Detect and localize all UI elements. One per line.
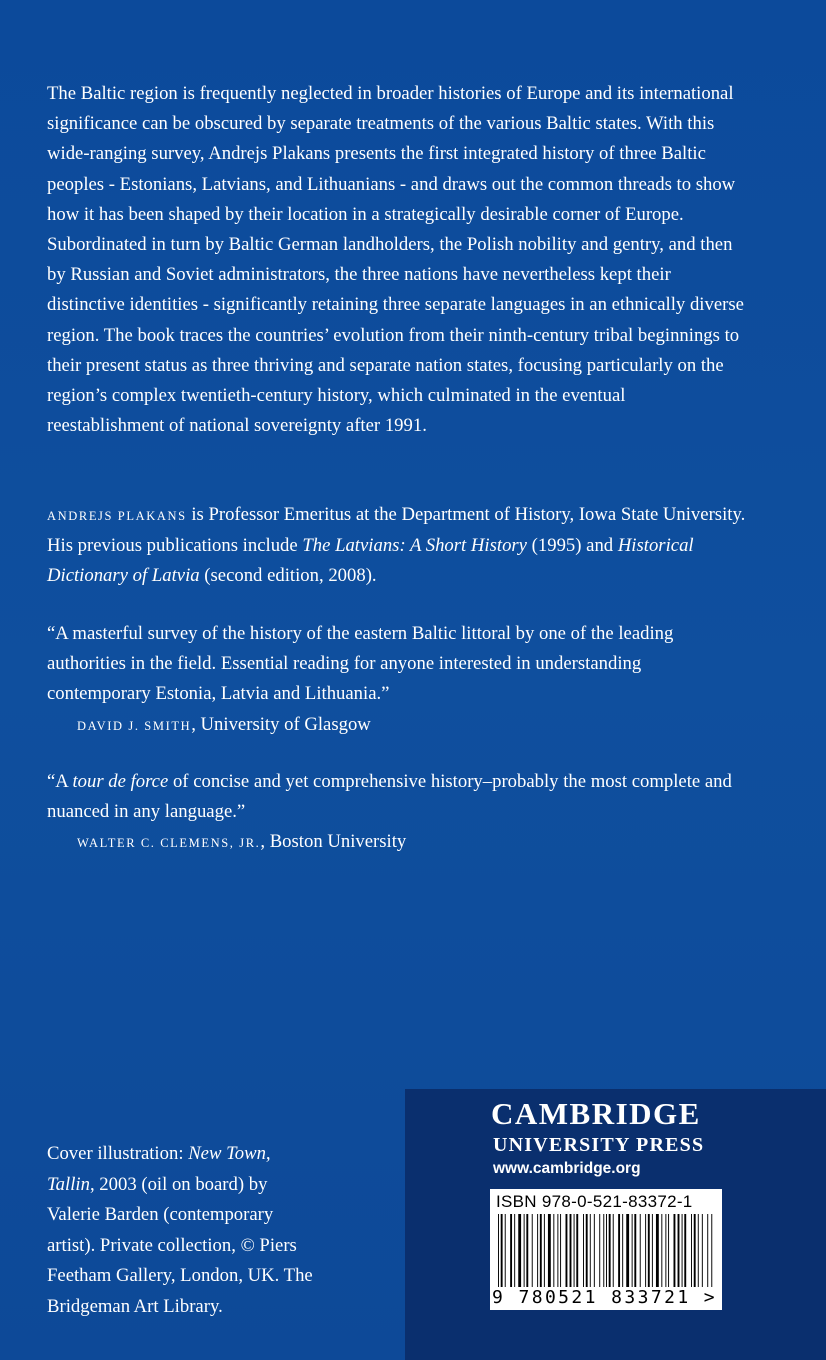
- cover-credit-post: , 2003 (oil on board) by Valerie Barden (contemporary artist). Private collection, © Piers Feetham Gallery, London, UK. The Bridgeman Art Library.: [47, 1173, 313, 1317]
- cover-credit-title: New Town, Tallin: [47, 1143, 271, 1195]
- author-bio-text-3: (second edition, 2008).: [199, 565, 377, 587]
- cover-illustration-credit: [47, 1139, 317, 1322]
- reviewer-1-name: DAVID J. SMITH: [77, 718, 192, 733]
- review-quote-2-attribution: [47, 827, 747, 858]
- review-quote-2-text-pre: “A: [47, 771, 73, 792]
- review-quote-2-text-italic: tour de force: [72, 771, 169, 792]
- author-bio: [47, 500, 747, 592]
- publisher-logo-press: UNIVERSITY PRESS: [493, 1134, 705, 1156]
- cover-credit-pre: Cover illustration:: [47, 1143, 189, 1164]
- isbn-barcode: [490, 1189, 722, 1310]
- author-book-2: Historical Dictionary of Latvia: [47, 535, 694, 587]
- author-bio-text-1: is Professor Emeritus at the Department of History, Iowa State University. His previous publications include: [47, 504, 746, 557]
- publisher-url: www.cambridge.org: [493, 1160, 641, 1177]
- author-book-1: The Latvians: A Short History: [302, 535, 527, 557]
- review-quote-1-text: “A masterful survey of the history of the eastern Baltic littoral by one of the leading authorities in the field. Essential reading for anyone interested in understanding contemporary Estonia, Latvia and Lithuania.”: [47, 623, 674, 705]
- reviewer-2-affiliation: , Boston University: [260, 831, 407, 853]
- reviewer-2-name: WALTER C. CLEMENS, JR.: [77, 836, 261, 851]
- author-name: ANDREJS PLAKANS: [47, 509, 187, 523]
- author-bio-text-2: (1995) and: [526, 535, 618, 557]
- isbn-label: ISBN 978-0-521-83372-1: [496, 1192, 693, 1211]
- publisher-logo-name: CAMBRIDGE: [491, 1096, 701, 1131]
- barcode-number: 9 780521 833721 >: [492, 1287, 720, 1309]
- book-description: The Baltic region is frequently neglected in broader histories of Europe and its international significance can be obscured by separate treatments of the various Baltic states. With this wide-ranging survey, Andrejs Plakans presents the first integrated history of three Baltic peoples - Estonians, Latvians, and Lithuanians - and draws out the common threads to show how it has been shaped by their location in a strategically desirable corner of Europe. Subordinated in turn by Baltic German landholders, the Polish nobility and gentry, and then by Russian and Soviet administrators, the three nations have nevertheless kept their distinctive identities - significantly retaining three separate languages in an ethnically diverse region. The book traces the countries’ evolution from their ninth-century tribal beginnings to their present status as three thriving and separate nation states, focusing particularly on the region’s complex twentieth-century history, which culminated in the eventual reestablishment of national sovereignty after 1991.: [47, 83, 744, 437]
- barcode-icon: [498, 1214, 714, 1292]
- review-quote-1: [47, 619, 747, 741]
- review-quote-2: [47, 767, 747, 859]
- reviewer-1-affiliation: , University of Glasgow: [191, 713, 371, 735]
- review-quote-1-attribution: [47, 710, 747, 741]
- publisher-panel: [405, 1089, 826, 1360]
- review-quote-2-text-post: of concise and yet comprehensive history–probably the most complete and nuanced in any language.”: [47, 771, 732, 823]
